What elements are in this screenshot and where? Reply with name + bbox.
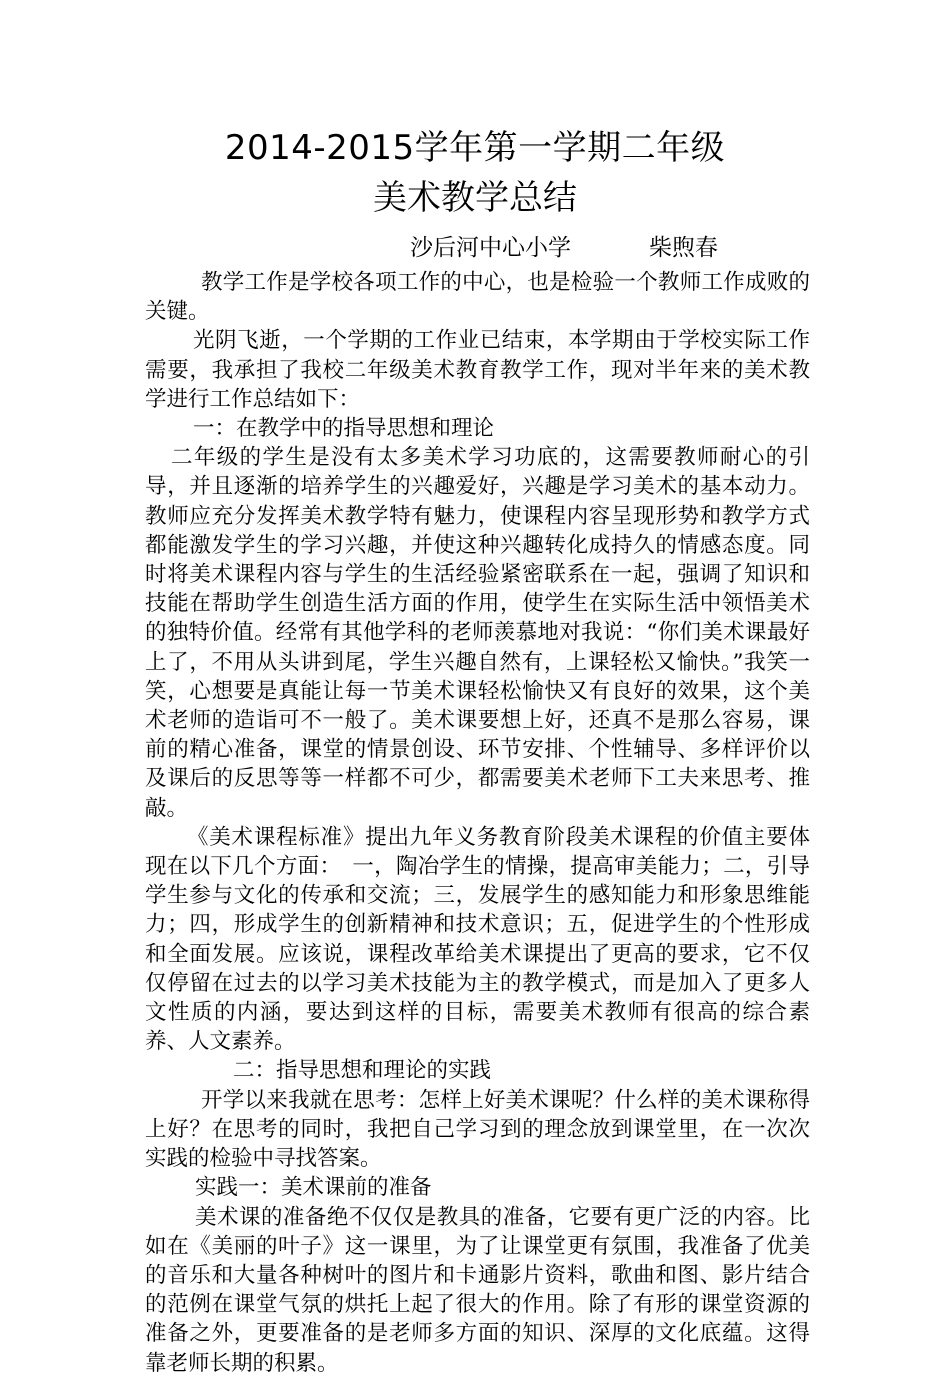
paragraph-overview: 光阴飞逝，一个学期的工作业已结束，本学期由于学校实际工作需要，我承担了我校二年级美术教育教学工作，现对半年来的美术教学进行工作总结如下： xyxy=(145,328,810,412)
paragraph-lesson-preparation: 美术课的准备绝不仅仅是教具的准备，它要有更广泛的内容。比如在《美丽的叶子》这一课里，为了让课堂更有氛围，我准备了优美的音乐和大量各种树叶的图片和卡通影片资料，歌曲和图、影片结合的范例在课堂气氛的烘托上起了很大的作用。除了有形的课堂资源的准备之外，更要准备的是老师多方面的知识、深厚的文化底蕴。这得靠老师长期的积累。 xyxy=(145,1204,810,1376)
document-title-line-1: 2014-2015学年第一学期二年级 xyxy=(224,128,726,168)
subsection-heading-practice-1: 实践一：美术课前的准备 xyxy=(195,1175,432,1201)
author-name: 柴煦春 xyxy=(649,235,718,261)
document-body xyxy=(145,268,810,1378)
section-heading-2: 二：指导思想和理论的实践 xyxy=(233,1058,492,1084)
paragraph-curriculum-standard: 《美术课程标准》提出九年义务教育阶段美术课程的价值主要体现在以下几个方面： 一，陶冶学生的情操，提高审美能力；二，引导学生参与文化的传承和交流；三，发展学生的感知能力和形象思维能力；四，形成学生的创新精神和技术意识；五，促进学生的个性形成和全面发展。应该说，课程改革给美术课提出了更高的要求，它不仅仅停留在过去的以学习美术技能为主的教学模式，而是加入了更多人文性质的内涵，要达到这样的目标，需要美术教师有很高的综合素养、人文素养。 xyxy=(145,824,810,1055)
paragraph-intro: 教学工作是学校各项工作的中心，也是检验一个教师工作成败的关键。 xyxy=(145,270,810,325)
school-name: 沙后河中心小学 xyxy=(410,235,571,261)
paragraph-practice-intro: 开学以来我就在思考：怎样上好美术课呢？什么样的美术课称得上好？在思考的同时，我把自己学习到的理念放到课堂里，在一次次实践的检验中寻找答案。 xyxy=(145,1087,810,1172)
document-title-line-2: 美术教学总结 xyxy=(373,178,577,218)
paragraph-teaching-philosophy: 二年级的学生是没有太多美术学习功底的，这需要教师耐心的引导，并且逐渐的培养学生的兴趣爱好，兴趣是学习美术的基本动力。教师应充分发挥美术教学特有魅力，使课程内容呈现形势和教学方式都能激发学生的学习兴趣，并使这种兴趣转化成持久的情感态度。同时将美术课程内容与学生的生活经验紧密联系在一起，强调了知识和技能在帮助学生创造生活方面的作用，使学生在实际生活中领悟美术的独特价值。经常有其他学科的老师羡慕地对我说：“你们美术课最好上了，不用从头讲到尾，学生兴趣自然有，上课轻松又愉快。”我笑一笑，心想要是真能让每一节美术课轻松愉快又有良好的效果，这个美术老师的造诣可不一般了。美术课要想上好，还真不是那么容易，课前的精心准备，课堂的情景创设、环节安排、个性辅导、多样评价以及课后的反思等等一样都不可少，都需要美术老师下工夫来思考、推敲。 xyxy=(145,445,810,821)
section-heading-1: 一：在教学中的指导思想和理论 xyxy=(193,416,495,442)
byline xyxy=(410,232,718,264)
